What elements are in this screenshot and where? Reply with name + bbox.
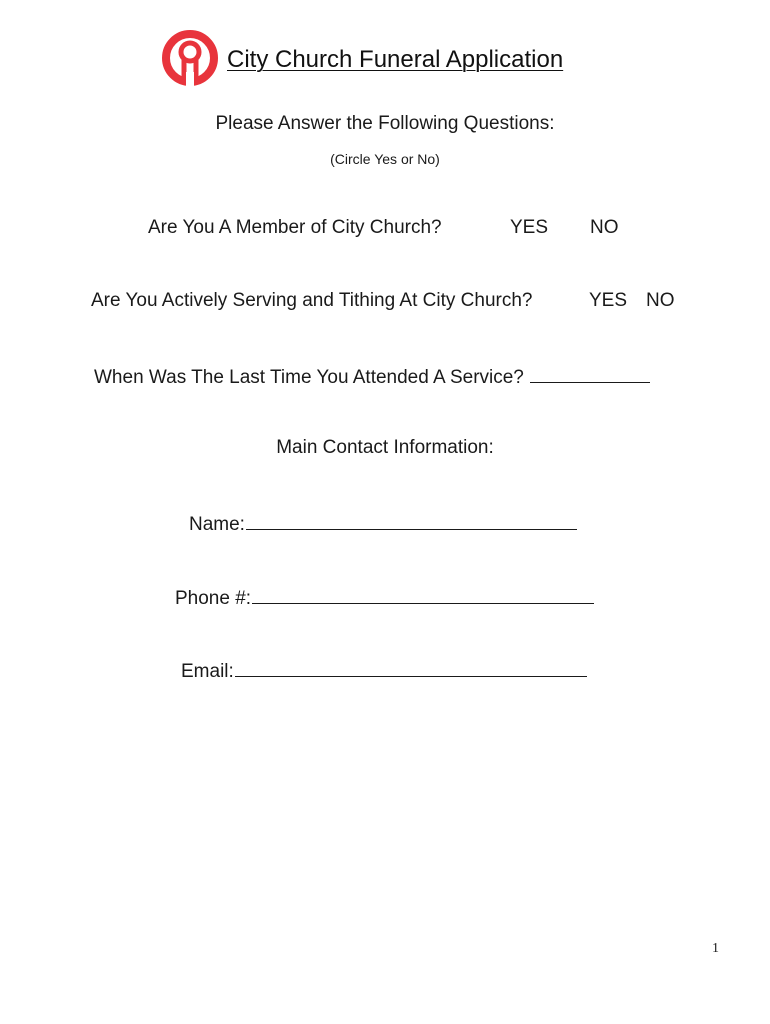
city-church-logo-icon	[160, 28, 220, 88]
question-member-yes[interactable]: YES	[510, 217, 549, 238]
question-member: Are You A Member of City Church?	[148, 217, 442, 238]
last-attended-row	[94, 364, 650, 389]
page-number: 1	[712, 941, 719, 956]
name-row	[189, 511, 577, 536]
contact-heading: Main Contact Information:	[276, 437, 494, 458]
question-member-no[interactable]: NO	[590, 217, 619, 238]
instructions-note: (Circle Yes or No)	[330, 151, 440, 167]
last-attended-field[interactable]	[530, 364, 650, 383]
name-label: Name:	[189, 514, 245, 535]
phone-label: Phone #:	[175, 588, 252, 609]
question-serving-yes[interactable]: YES	[589, 290, 628, 311]
question-serving-no[interactable]: NO	[646, 290, 675, 311]
phone-field[interactable]	[252, 585, 594, 604]
email-field[interactable]	[235, 658, 587, 677]
phone-row	[175, 585, 594, 610]
document-title: City Church Funeral Application	[227, 46, 564, 73]
instructions-heading: Please Answer the Following Questions:	[215, 113, 555, 134]
email-label: Email:	[181, 661, 234, 682]
question-serving: Are You Actively Serving and Tithing At City Church?	[91, 290, 533, 311]
email-row	[181, 658, 587, 683]
last-attended-label: When Was The Last Time You Attended A Service?	[94, 367, 524, 388]
name-field[interactable]	[246, 511, 577, 530]
